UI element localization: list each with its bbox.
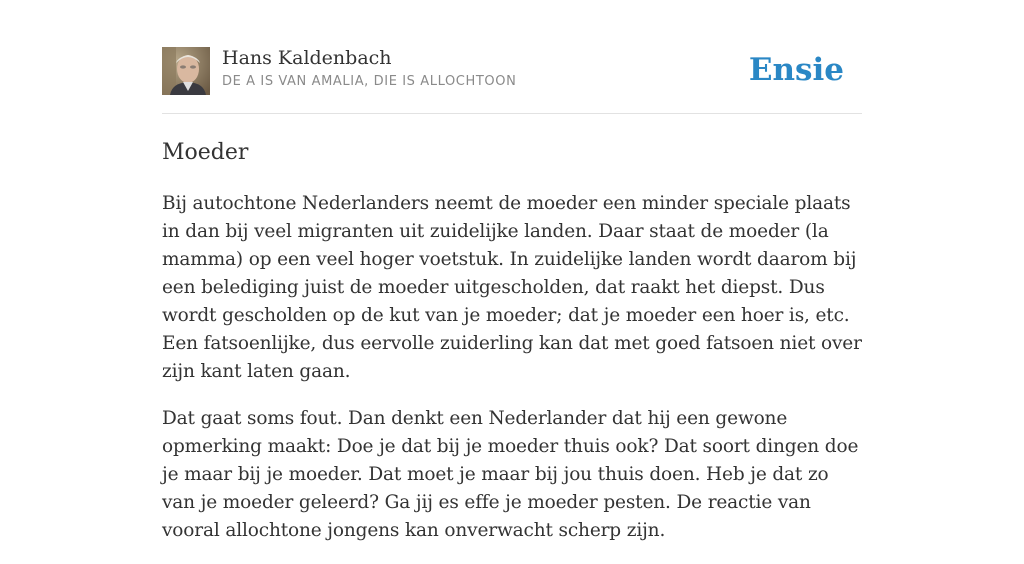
article-paragraph: Dat gaat soms fout. Dan denkt een Nederlander dat hij een gewone opmerking maakt: Doe je dat bij je moeder thuis ook? Dat soort dingen doe je maar bij je moeder. Dat moet je maar bij jou thuis doen. Heb je dat zo van je moeder geleerd? Ga jij es effe je moeder pesten. De reactie van vooral allochtone jongens kan onverwacht scherp zijn. (162, 408, 859, 541)
header-divider (162, 113, 862, 114)
article-title: Moeder (162, 140, 249, 165)
author-avatar[interactable] (162, 47, 210, 95)
author-header (162, 46, 862, 96)
article-body (162, 190, 862, 564)
ensie-logo[interactable]: Ensie (748, 52, 844, 88)
article-paragraph: Bij autochtone Nederlanders neemt de moeder een minder speciale plaats in dan bij veel migranten uit zuidelijke landen. Daar staat de moeder (la mamma) op een veel hoger voetstuk. In zuidelijke landen wordt daarom bij een belediging juist de moeder uitgescholden, dat raakt het diepst. Dus wordt gescholden op de kut van je moeder; dat je moeder een hoer is, etc. Een fatsoenlijke, dus eervolle zuiderling kan dat met goed fatsoen niet over zijn kant laten gaan. (162, 193, 862, 382)
author-subtitle: DE A IS VAN AMALIA, DIE IS ALLOCHTOON (222, 74, 517, 89)
author-name[interactable]: Hans Kaldenbach (222, 47, 392, 69)
